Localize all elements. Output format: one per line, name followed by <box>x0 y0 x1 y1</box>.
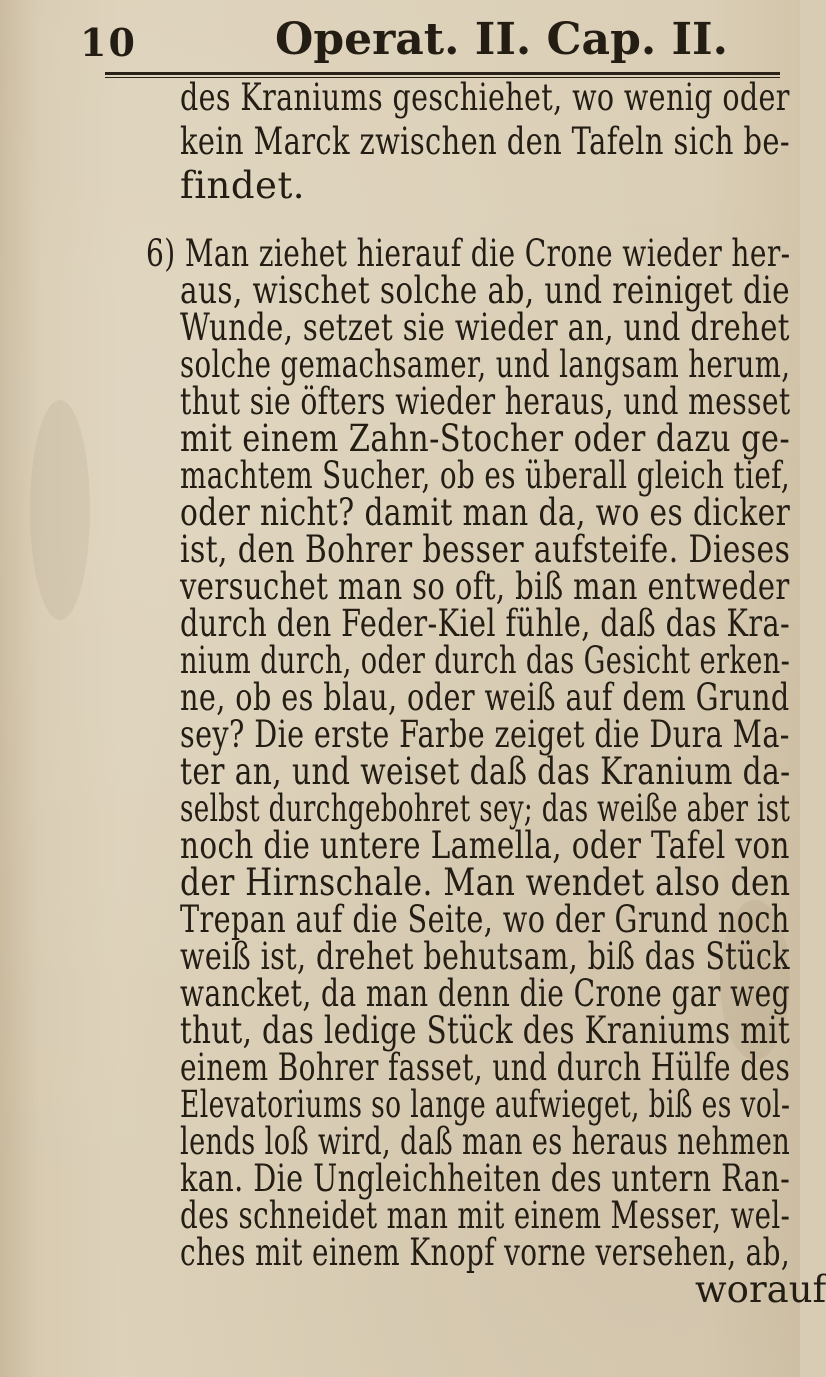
text-line: wancket, da man denn die Crone gar weg <box>180 972 790 1015</box>
text-line: ist, den Bohrer besser aufsteife. Dieses <box>180 528 791 571</box>
paper-stain <box>30 400 90 620</box>
text-line: kan. Die Ungleichheiten des untern Ran- <box>180 1157 791 1200</box>
page-header <box>0 8 800 78</box>
text-line: thut, das ledige Stück des Kraniums mit <box>180 1009 791 1052</box>
text-line: durch den Feder-Kiel fühle, daß das Kra- <box>180 602 791 645</box>
text-line: der Hirnschale. Man wendet also den <box>180 861 791 904</box>
text-line: des Kraniums geschiehet, wo wenig oder <box>180 76 790 119</box>
text-line: selbst durchgebohret sey; das weiße aber ist <box>180 787 791 830</box>
text-line: ter an, und weiset daß das Kranium da- <box>180 750 791 793</box>
text-line: sey? Die erste Farbe zeiget die Dura Ma- <box>180 713 790 756</box>
text-line: einem Bohrer fasset, und durch Hülfe des <box>180 1046 791 1089</box>
text-line: noch die untere Lamella, oder Tafel von <box>180 824 790 867</box>
text-line: 6) Man ziehet hierauf die Crone wieder her- <box>146 232 791 275</box>
text-line: versuchet man so oft, biß man entweder <box>180 565 790 608</box>
catchword: worauf <box>695 1268 826 1311</box>
page-number: 10 <box>80 20 137 65</box>
text-line: weiß ist, drehet behutsam, biß das Stück <box>180 935 791 978</box>
text-line: mit einem Zahn-Stocher oder dazu ge- <box>180 417 791 460</box>
text-line: thut sie öfters wieder heraus, und messet <box>180 380 791 423</box>
running-head: Operat. II. Cap. II. <box>275 14 728 65</box>
text-line: aus, wischet solche ab, und reiniget die <box>180 269 790 312</box>
text-line: machtem Sucher, ob es überall gleich tief, <box>180 454 791 497</box>
text-line: lends loß wird, daß man es heraus nehmen <box>180 1120 791 1163</box>
text-line: Trepan auf die Seite, wo der Grund noch <box>180 898 790 941</box>
text-line: kein Marck zwischen den Tafeln sich be- <box>180 120 791 163</box>
text-line: oder nicht? damit man da, wo es dicker <box>180 491 791 534</box>
text-line: ne, ob es blau, oder weiß auf dem Grund <box>180 676 790 719</box>
text-line: nium durch, oder durch das Gesicht erken- <box>180 639 791 682</box>
text-line: ches mit einem Knopf vorne versehen, ab, <box>180 1231 791 1274</box>
text-line: solche gemachsamer, und langsam herum, <box>180 343 791 386</box>
text-line: des schneidet man mit einem Messer, wel- <box>180 1194 791 1237</box>
text-line: Elevatoriums so lange aufwieget, biß es vol- <box>180 1083 791 1126</box>
text-line: findet. <box>180 164 306 207</box>
text-line: Wunde, setzet sie wieder an, und drehet <box>180 306 790 349</box>
